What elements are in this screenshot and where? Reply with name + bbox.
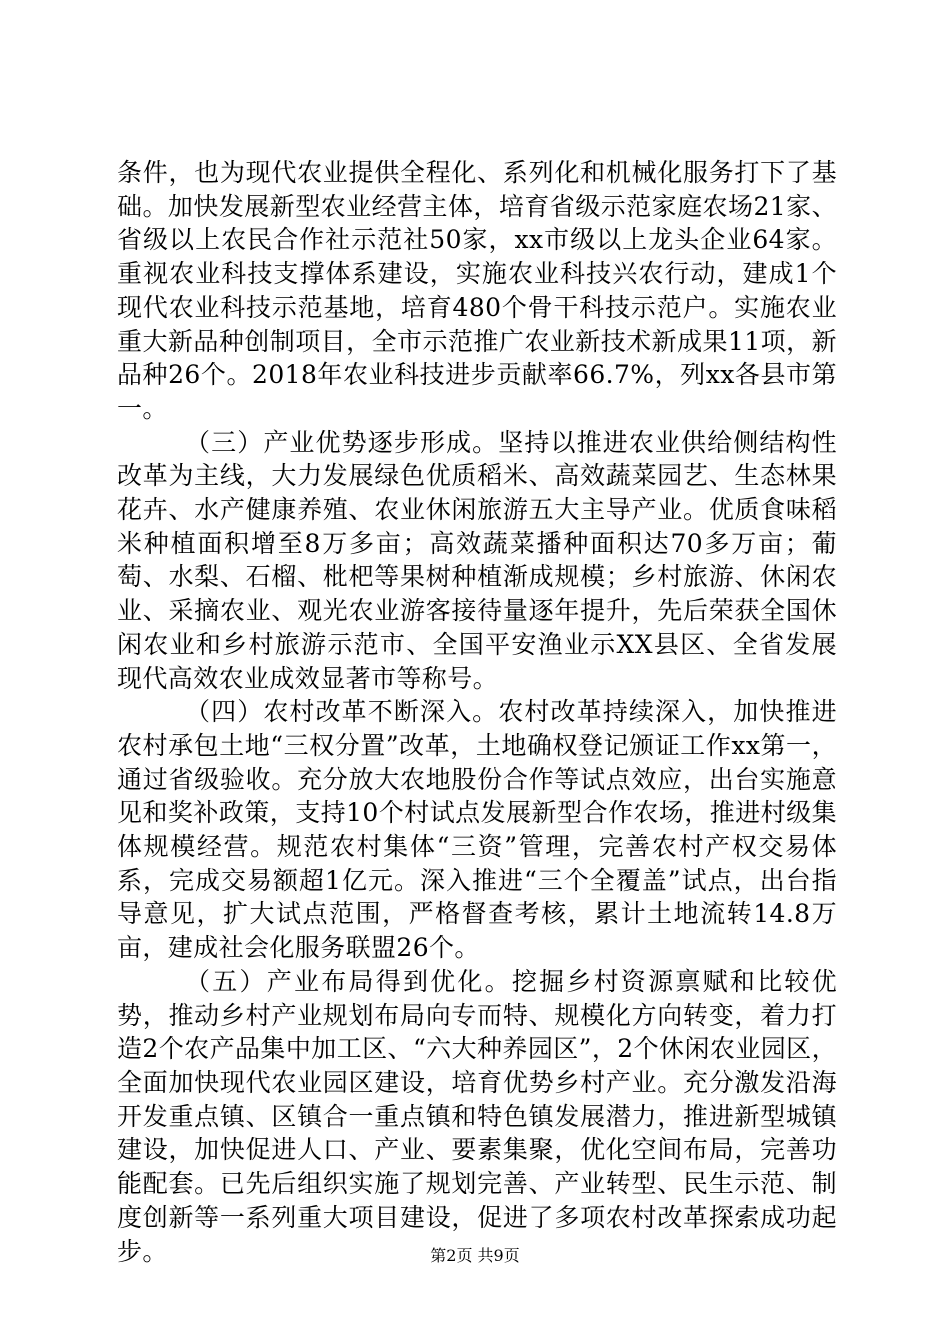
document-body	[117, 156, 837, 1268]
paragraph-continuation: 条件，也为现代农业提供全程化、系列化和机械化服务打下了基础。加快发展新型农业经营主体，培育省级示范家庭农场21家、省级以上农民合作社示范社50家，xx市级以上龙头企业64家。重视农业科技支撑体系建设，实施农业科技兴农行动，建成1个现代农业科技示范基地，培育480个骨干科技示范户。实施农业重大新品种创制项目，全市示范推广农业新技术新成果11项，新品种26个。2018年农业科技进步贡献率66.7%，列xx各县市第一。	[117, 158, 837, 423]
paragraph-rural-reform: （四）农村改革不断深入。农村改革持续深入，加快推进农村承包土地“三权分置”改革，土地确权登记颁证工作xx第一，通过省级验收。充分放大农地股份合作等试点效应，出台实施意见和奖补政策，支持10个村试点发展新型合作农场，推进村级集体规模经营。规范农村集体“三资”管理，完善农村产权交易体系，完成交易额超1亿元。深入推进“三个全覆盖”试点，出台指导意见，扩大试点范围，严格督查考核，累计土地流转14.8万亩，建成社会化服务联盟26个。	[117, 697, 837, 963]
page-number-footer: 第2页 共9页	[430, 1246, 520, 1265]
paragraph-industry-advantage: （三）产业优势逐步形成。坚持以推进农业供给侧结构性改革为主线，大力发展绿色优质稻米、高效蔬菜园艺、生态林果花卉、水产健康养殖、农业休闲旅游五大主导产业。优质食味稻米种植面积增至8万多亩；高效蔬菜播种面积达70多万亩；葡萄、水梨、石榴、枇杷等果树种植渐成规模；乡村旅游、休闲农业、采摘农业、观光农业游客接待量逐年提升，先后荣获全国休闲农业和乡村旅游示范市、全国平安渔业示XX县区、全省发展现代高效农业成效显著市等称号。	[117, 427, 837, 693]
paragraph-industry-layout: （五）产业布局得到优化。挖掘乡村资源禀赋和比较优势，推动乡村产业规划布局向专而特、规模化方向转变，着力打造2个农产品集中加工区、“六大种养园区”，2个休闲农业园区，全面加快现代农业园区建设，培育优势乡村产业。充分激发沿海开发重点镇、区镇合一重点镇和特色镇发展潜力，推进新型城镇建设，加快促进人口、产业、要素集聚，优化空间布局，完善功能配套。已先后组织实施了规划完善、产业转型、民生示范、制度创新等一系列重大项目建设，促进了多项农村改革探索成功起步。	[117, 966, 837, 1266]
